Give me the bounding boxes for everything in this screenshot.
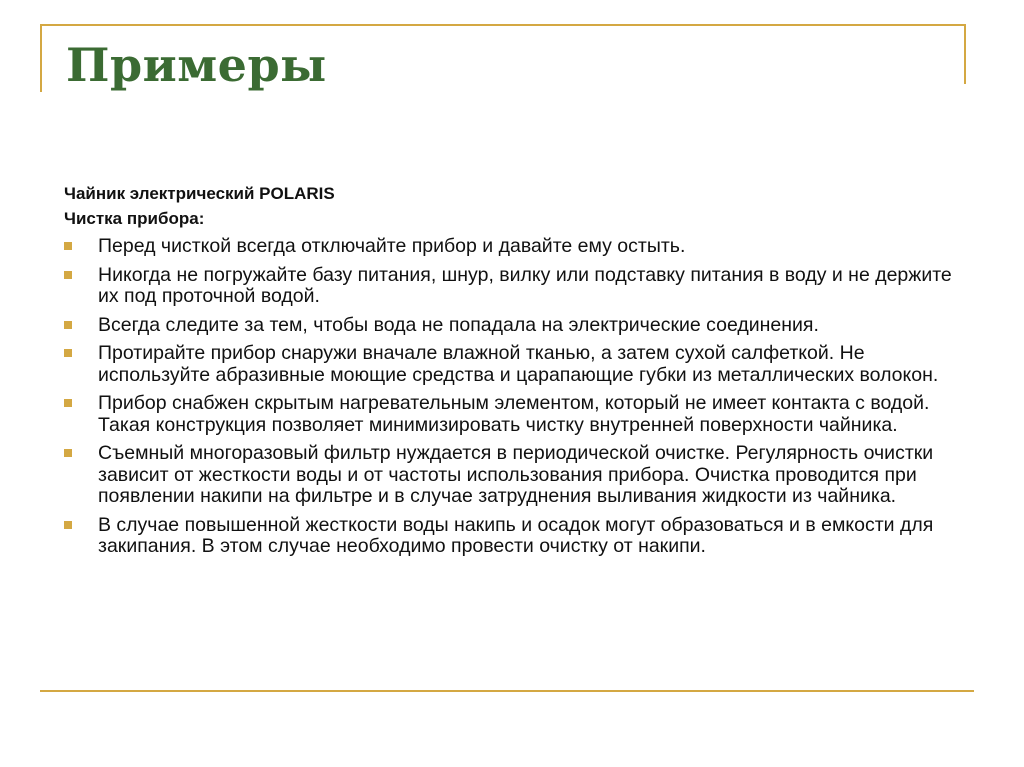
square-bullet-icon	[64, 321, 72, 329]
square-bullet-icon	[64, 399, 72, 407]
bullet-list	[64, 236, 964, 558]
square-bullet-icon	[64, 449, 72, 457]
bullet-item	[64, 515, 964, 558]
square-bullet-icon	[64, 271, 72, 279]
square-bullet-icon	[64, 349, 72, 357]
frame-right-line	[964, 24, 966, 84]
bullet-text: Никогда не погружайте базу питания, шнур, вилку или подставку питания в воду и не держите их под проточной водой.	[98, 263, 952, 307]
frame-bottom-line	[40, 690, 974, 692]
slide-content	[64, 182, 964, 565]
product-heading: Чайник электрический POLARIS	[64, 184, 335, 203]
frame-left-line	[40, 24, 42, 92]
bullet-text: Прибор снабжен скрытым нагревательным элементом, который не имеет контакта с водой. Такая конструкция позволяет минимизировать чистку внутренней поверхности чайника.	[98, 392, 930, 436]
bullet-text: Съемный многоразовый фильтр нуждается в периодической очистке. Регулярность очистки зависит от жесткости воды и от частоты использования прибора. Очистка проводится при появлении накипи на фильтре и в случае затруднения выливания жидкости из чайника.	[98, 442, 934, 507]
bullet-text: Протирайте прибор снаружи вначале влажной тканью, а затем сухой салфеткой. Не используйте абразивные моющие средства и царапающие губки из металлических волокон.	[98, 342, 939, 386]
frame-top-line	[40, 24, 966, 26]
bullet-item	[64, 343, 964, 386]
bullet-item	[64, 265, 964, 308]
bullet-item	[64, 393, 964, 436]
slide-title: Примеры	[66, 38, 327, 92]
bullet-text: Перед чисткой всегда отключайте прибор и давайте ему остыть.	[98, 235, 686, 257]
bullet-item	[64, 236, 964, 258]
bullet-item	[64, 315, 964, 337]
bullet-text: В случае повышенной жесткости воды накипь и осадок могут образоваться и в емкости для закипания. В этом случае необходимо провести очистку от накипи.	[98, 513, 934, 557]
cleaning-heading: Чистка прибора:	[64, 209, 205, 228]
bullet-text: Всегда следите за тем, чтобы вода не попадала на электрические соединения.	[98, 313, 819, 336]
square-bullet-icon	[64, 242, 72, 250]
bullet-item	[64, 443, 964, 508]
square-bullet-icon	[64, 521, 72, 529]
